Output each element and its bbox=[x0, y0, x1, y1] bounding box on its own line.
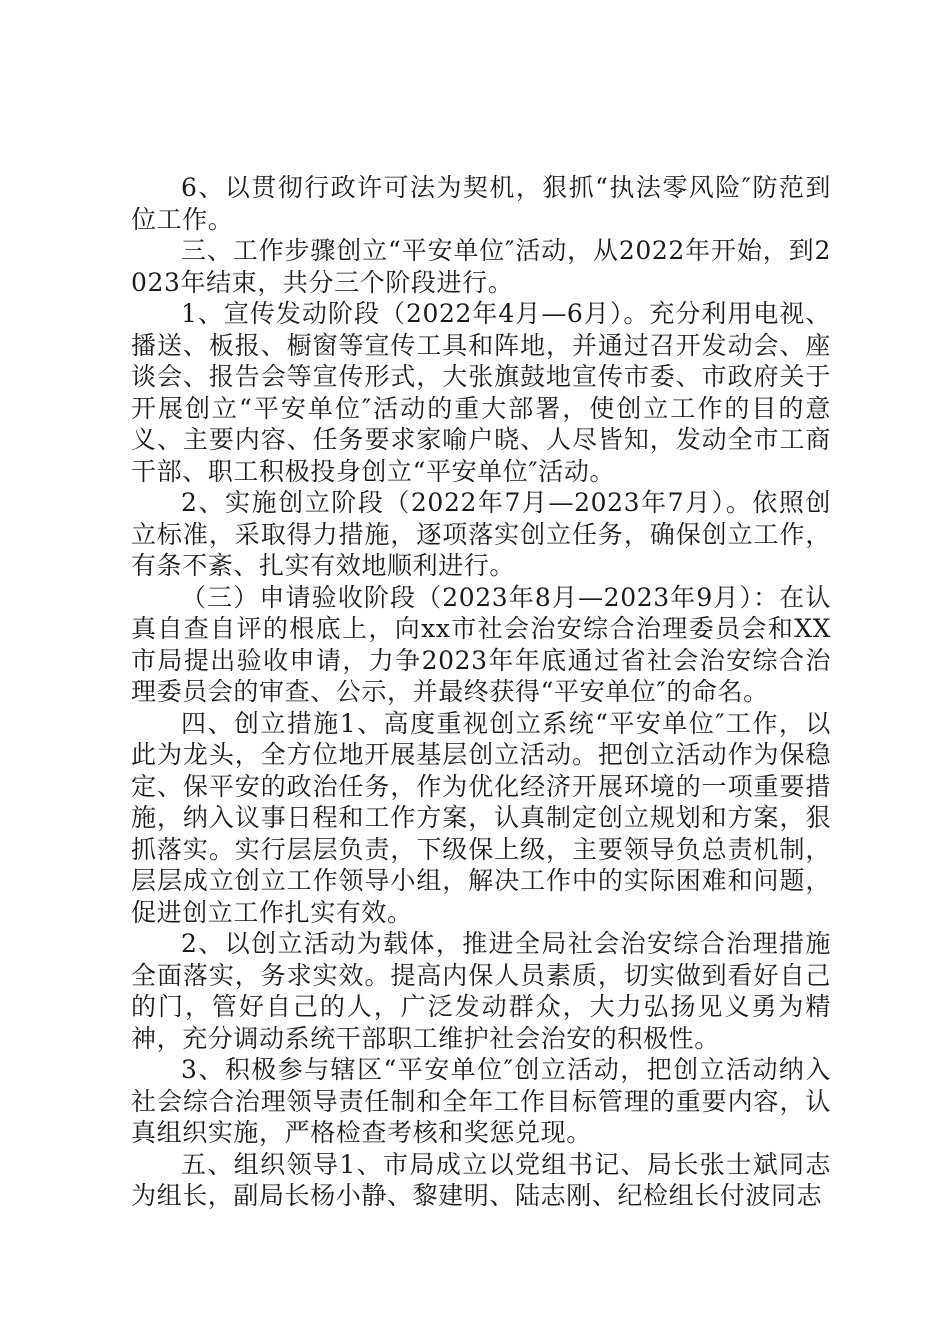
paragraph-item-6: 6、以贯彻行政许可法为契机，狠抓“执法零风险″防范到位工作。 bbox=[131, 173, 831, 234]
paragraph-stage-1: 1、宣传发动阶段（2022年4月—6月）。充分利用电视、播送、板报、橱窗等宣传工具和阵地，并通过召开发动会、座谈会、报告会等宣传形式，大张旗鼓地宣传市委、市政府关于开展创立“平安单位″活动的重大部署，使创立工作的目的意义、主要内容、任务要求家喻户晓、人尽皆知，发动全市工商干部、职工积极投身创立“平安单位″活动。 bbox=[131, 299, 831, 486]
document-body bbox=[131, 172, 831, 1212]
paragraph-section-5-leadership: 五、组织领导1、市局成立以党组书记、局长张士斌同志为组长，副局长杨小静、黎建明、陆志刚、纪检组长付波同志 bbox=[131, 1149, 831, 1210]
paragraph-measure-2: 2、以创立活动为载体，推进全局社会治安综合治理措施全面落实，务求实效。提高内保人员素质，切实做到看好自己的门，管好自己的人，广泛发动群众，大力弘扬见义勇为精神，充分调动系统干部职工维护社会治安的积极性。 bbox=[131, 929, 831, 1053]
paragraph-stage-2: 2、实施创立阶段（2022年7月—2023年7月）。依照创立标准，采取得力措施，逐项落实创立任务，确保创立工作，有条不紊、扎实有效地顺利进行。 bbox=[131, 488, 831, 580]
paragraph-section-4-measures: 四、创立措施1、高度重视创立系统“平安单位″工作，以此为龙头，全方位地开展基层创立活动。把创立活动作为保稳定、保平安的政治任务，作为优化经济开展环境的一项重要措施，纳入议事日程和工作方案，认真制定创立规划和方案，狠抓落实。实行层层负责，下级保上级，主要领导负总责机制，层层成立创立工作领导小组，解决工作中的实际困难和问题，促进创立工作扎实有效。 bbox=[131, 708, 831, 927]
paragraph-section-3-steps: 三、工作步骤创立“平安单位″活动，从2022年开始，到2023年结束，共分三个阶段进行。 bbox=[131, 236, 831, 297]
paragraph-measure-3: 3、积极参与辖区“平安单位″创立活动，把创立活动纳入社会综合治理领导责任制和全年工作目标管理的重要内容，认真组织实施，严格检查考核和奖惩兑现。 bbox=[131, 1055, 831, 1147]
paragraph-stage-3: （三）申请验收阶段（2023年8月—2023年9月）：在认真自查自评的根底上，向xx市社会治安综合治理委员会和XX市局提出验收申请，力争2023年年底通过省社会治安综合治理委员会的审查、公示，并最终获得“平安单位″的命名。 bbox=[131, 582, 831, 706]
